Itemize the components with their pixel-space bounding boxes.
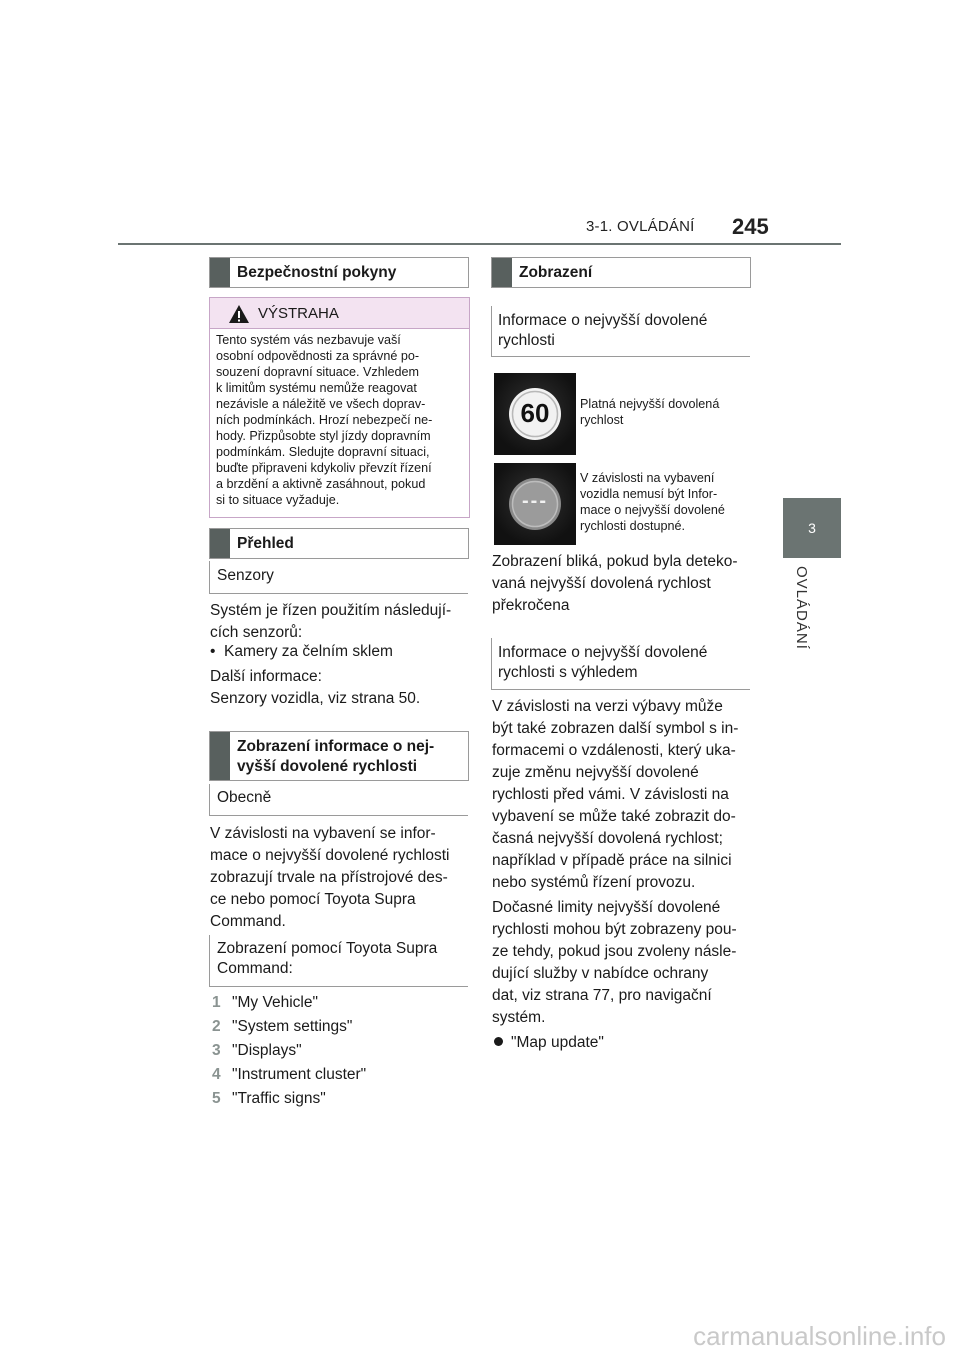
warning-text: [216, 332, 465, 508]
speed-heading: [237, 737, 460, 777]
page-number: 245: [732, 214, 769, 239]
step-number: 2: [212, 1018, 221, 1035]
warning-line: souzení dopravní situace. Vzhledem: [216, 365, 420, 379]
text-line: ze tehdy, pokud jsou zvoleny násle-: [492, 943, 737, 960]
text-line: Senzory vozidla, viz strana 50.: [210, 690, 421, 707]
subheading-rule: [491, 356, 750, 357]
text-line: rychlosti před vámi. V závislosti na: [492, 786, 729, 803]
list-item: [212, 1063, 468, 1087]
subheading-rule: [209, 593, 468, 594]
subheading-rule: [209, 784, 210, 815]
subheading-rule: [209, 815, 468, 816]
text-line: Command.: [210, 913, 286, 930]
caption-line: mace o nejvyšší dovolené: [580, 503, 725, 517]
subheading-rule: [491, 638, 492, 689]
subheading-line: rychlosti: [498, 332, 555, 349]
speed-sign-unknown-image: [494, 463, 576, 545]
warning-box: [209, 297, 470, 518]
text-line: ce nebo pomocí Toyota Supra: [210, 891, 416, 908]
text-line: V závislosti na verzi výbavy může: [492, 698, 723, 715]
warning-line: osobní odpovědnosti za správné po-: [216, 349, 420, 363]
blink-text: [492, 551, 754, 617]
subheading-line: Command:: [217, 960, 293, 977]
list-item: [212, 1039, 468, 1063]
caption-line: vozidla nemusí být Infor-: [580, 487, 718, 501]
step-text: "System settings": [232, 1018, 353, 1035]
text-line: cích senzorů:: [210, 624, 303, 641]
subheading-line: rychlosti s výhledem: [498, 664, 638, 681]
sensors-subheading: Senzory: [217, 567, 274, 584]
temp-limits-text: [492, 897, 754, 1029]
subheading-rule: [209, 935, 210, 986]
text-line: Systém je řízen použitím následují-: [210, 602, 452, 619]
step-number: 3: [212, 1042, 221, 1059]
safety-heading: Bezpečnostní pokyny: [237, 264, 397, 281]
text-line: zobrazují trvale na přístrojové des-: [210, 869, 448, 886]
heading-bar: [210, 732, 230, 780]
display-heading-box: [491, 257, 751, 288]
text-line: rychlosti mohou být zobrazeny pou-: [492, 921, 737, 938]
text-line: systém.: [492, 1009, 546, 1026]
warning-line: ních podmínkách. Hrozí nebezpečí ne-: [216, 413, 433, 427]
text-line: být také zobrazen další symbol s in-: [492, 720, 739, 737]
sensors-text: [210, 600, 470, 644]
text-line: formacemi o vzdálenosti, který uka-: [492, 742, 736, 759]
caption-line: V závislosti na vybavení: [580, 471, 715, 485]
subheading-rule: [491, 689, 750, 690]
chapter-tab: 3: [783, 498, 841, 558]
warning-line: hody. Přizpůsobte styl jízdy dopravním: [216, 429, 431, 443]
sign-unknown-caption: [580, 470, 750, 534]
subheading-line: Informace o nejvyšší dovolené: [498, 312, 708, 329]
heading-bar: [210, 529, 230, 558]
text-line: vaná nejvyšší dovolená rychlost: [492, 575, 711, 592]
more-info: [210, 666, 470, 710]
warning-line: buďte připraveni kdykoliv převzít řízení: [216, 461, 432, 475]
warning-line: nezávisle a náležitě ve všech doprav-: [216, 397, 426, 411]
overview-heading-box: [209, 528, 469, 559]
general-subheading: Obecně: [217, 789, 272, 806]
step-number: 4: [212, 1066, 221, 1083]
caption-line: Platná nejvyšší dovolená: [580, 397, 720, 411]
warning-line: podmínkám. Sledujte dopravní situaci,: [216, 445, 430, 459]
display-heading: Zobrazení: [519, 264, 593, 281]
heading-line: vyšší dovolené rychlosti: [237, 758, 418, 775]
list-item: [212, 1015, 468, 1039]
warning-line: Tento systém vás nezbavuje vaší: [216, 333, 401, 347]
text-line: časná nejvyšší dovolená rychlost;: [492, 830, 723, 847]
step-text: "Displays": [232, 1042, 302, 1059]
text-line: V závislosti na vybavení se infor-: [210, 825, 436, 842]
sign-60-value: 60: [520, 398, 550, 428]
subheading-rule: [209, 986, 468, 987]
caption-line: rychlosti dostupné.: [580, 519, 686, 533]
text-line: nebo systémů řízení provozu.: [492, 874, 696, 891]
heading-bar: [492, 258, 512, 287]
safety-heading-box: [209, 257, 469, 288]
heading-bar: [210, 258, 230, 287]
text-line: mace o nejvyšší dovolené rychlosti: [210, 847, 450, 864]
preview-subheading: [498, 643, 748, 683]
section-title: 3-1. OVLÁDÁNÍ: [586, 218, 695, 235]
list-item: [212, 1087, 468, 1111]
step-number: 5: [212, 1090, 221, 1107]
sign-unknown-value: ---: [522, 490, 548, 512]
sensors-bullet: [210, 641, 393, 663]
general-text: [210, 823, 472, 933]
display-subheading: [217, 939, 467, 979]
caption-line: rychlost: [580, 413, 624, 427]
preview-text: [492, 696, 754, 894]
speed-sign-60-image: [494, 373, 576, 455]
text-line: Dočasné limity nejvyšší dovolené: [492, 899, 721, 916]
subheading-line: Informace o nejvyšší dovolené: [498, 644, 708, 661]
subheading-line: Zobrazení pomocí Toyota Supra: [217, 940, 438, 957]
text-line: dat, viz strana 77, pro navigační: [492, 987, 712, 1004]
bullet-icon: •: [210, 643, 225, 660]
speed-heading-box: [209, 731, 469, 781]
step-text: "Traffic signs": [232, 1090, 326, 1107]
text-line: například v případě práce na silnici: [492, 852, 732, 869]
text-line: Další informace:: [210, 668, 322, 685]
heading-line: Zobrazení informace o nej-: [237, 738, 435, 755]
bullet-dot-icon: [494, 1037, 503, 1046]
sign-60-caption: [580, 396, 750, 428]
bullet-text: Kamery za čelním sklem: [224, 643, 393, 660]
text-line: překročena: [492, 597, 570, 614]
chapter-label: OVLÁDÁNÍ: [793, 566, 810, 650]
warning-header: [210, 298, 469, 329]
bullet-text: "Map update": [511, 1034, 604, 1051]
text-line: zuje změnu nejvyšší dovolené: [492, 764, 699, 781]
warning-line: a brzdění a aktivně zasáhnout, pokud: [216, 477, 426, 491]
text-line: vybavení se může také zobrazit do-: [492, 808, 736, 825]
info-subheading: [498, 311, 748, 351]
overview-heading: Přehled: [237, 535, 294, 552]
text-line: dující služby v nabídce ochrany: [492, 965, 709, 982]
text-line: Zobrazení bliká, pokud byla deteko-: [492, 553, 738, 570]
steps-list: [212, 991, 468, 1111]
map-update-bullet: [492, 1032, 604, 1054]
warning-triangle-icon: [228, 304, 250, 324]
header-rule: [118, 243, 841, 245]
warning-line: k limitům systému nemůže reagovat: [216, 381, 417, 395]
warning-title: VÝSTRAHA: [258, 305, 339, 322]
list-item: [212, 991, 468, 1015]
subheading-rule: [491, 306, 492, 356]
warning-line: si to situace vyžaduje.: [216, 493, 340, 507]
step-number: 1: [212, 994, 221, 1011]
step-text: "Instrument cluster": [232, 1066, 367, 1083]
watermark: carmanualsonline.info: [693, 1321, 946, 1351]
step-text: "My Vehicle": [232, 994, 318, 1011]
subheading-rule: [209, 561, 210, 593]
